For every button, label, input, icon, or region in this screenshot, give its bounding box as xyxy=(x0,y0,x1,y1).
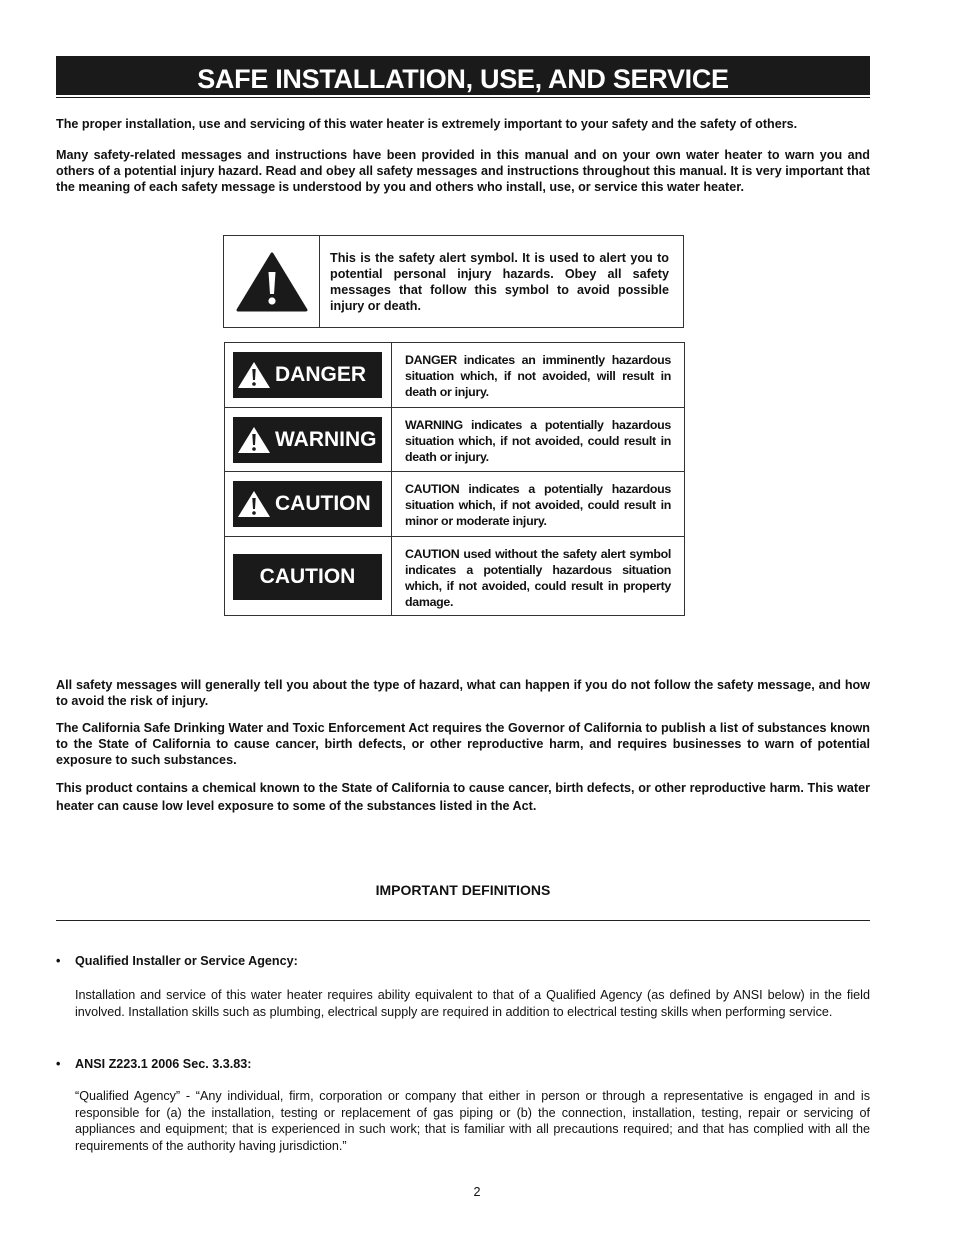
signal-word-label: DANGER xyxy=(275,363,367,386)
title-bar xyxy=(56,56,870,95)
bullet: • xyxy=(56,1057,61,1071)
definition-body-2: “Qualified Agency” - “Any individual, firm, corporation or company that either in person or through a representative is engaged in and is responsible for (a) the installation, testing or replacement of gas piping or (b) the connection, installation, testing, repair or servicing of appliances and equipment; that is experienced in such work; that is familiar with all precautions required; and that has complied with all the requirements of the authority having jurisdiction.” xyxy=(75,1089,870,1153)
definition-term: Qualified Installer or Service Agency: xyxy=(75,954,298,968)
safety-paragraph-3: This product contains a chemical known to the State of California to cause cancer, birth defects, or other reproductive harm. This water heater can cause low level exposure to some of the substances listed in the Act. xyxy=(56,781,870,813)
signal-word-label: WARNING xyxy=(275,428,377,451)
safety-alert-box xyxy=(223,235,684,328)
caution-badge xyxy=(233,481,382,527)
danger-badge xyxy=(233,352,382,398)
alert-icon-cell xyxy=(224,236,320,327)
page-number: 2 xyxy=(473,1185,481,1199)
warning-triangle-icon xyxy=(237,426,271,454)
signal-description: DANGER indicates an imminently hazardous situation which, if not avoided, will result in death or injury. xyxy=(405,353,671,399)
signal-row-caution-plain xyxy=(225,537,684,615)
warning-triangle-icon xyxy=(236,252,308,312)
warning-badge xyxy=(233,417,382,463)
signal-description: CAUTION used without the safety alert symbol indicates a potentially hazardous situation which, if not avoided, could result in property damage. xyxy=(405,547,671,609)
warning-triangle-icon xyxy=(237,490,271,518)
warning-triangle-icon xyxy=(237,361,271,389)
signal-word-table xyxy=(224,342,685,616)
signal-description: CAUTION indicates a potentially hazardous situation which, if not avoided, could result in minor or moderate injury. xyxy=(405,482,671,528)
alert-description: This is the safety alert symbol. It is used to alert you to potential personal injury hazards. Obey all safety messages that follow this symbol to avoid possible injury or death. xyxy=(330,251,669,313)
signal-row-caution xyxy=(225,472,684,537)
page-title: SAFE INSTALLATION, USE, AND SERVICE xyxy=(197,64,729,94)
definition-title-1 xyxy=(56,953,870,969)
signal-description: WARNING indicates a potentially hazardous situation which, if not avoided, could result in death or injury. xyxy=(405,418,671,464)
definitions-heading: IMPORTANT DEFINITIONS xyxy=(375,882,551,898)
safety-paragraph-2: The California Safe Drinking Water and Toxic Enforcement Act requires the Governor of California to publish a list of substances known to the State of California to cause cancer, birth defects, or other reproductive harm, and requires businesses to warn of potential exposure to such substances. xyxy=(56,721,870,767)
intro-paragraph-1: The proper installation, use and servicing of this water heater is extremely important to your safety and the safety of others. xyxy=(56,117,798,131)
safety-paragraph-1: All safety messages will generally tell you about the type of hazard, what can happen if you do not follow the safety message, and how to avoid the risk of injury. xyxy=(56,678,870,708)
bullet: • xyxy=(56,954,61,968)
signal-word-label: CAUTION xyxy=(275,492,371,515)
definition-term: ANSI Z223.1 2006 Sec. 3.3.83: xyxy=(75,1057,252,1071)
caution-plain-badge xyxy=(233,554,382,600)
definition-body-1: Installation and service of this water heater requires ability equivalent to that of a Qualified Agency (as defined by ANSI below) in the field involved. Installation skills such as plumbing, electrical supply are required in addition to electrical testing skills when performing service. xyxy=(75,988,870,1019)
signal-word-label: CAUTION xyxy=(259,565,356,588)
signal-row-danger xyxy=(225,343,684,408)
heading-divider xyxy=(56,920,870,921)
definition-title-2 xyxy=(56,1056,870,1072)
intro-paragraph-2: Many safety-related messages and instructions have been provided in this manual and on your own water heater to warn you and others of a potential injury hazard. Read and obey all safety messages and instructions throughout this manual. It is very important that the meaning of each safety message is understood by you and others who install, use, or service this water heater. xyxy=(56,148,870,194)
signal-row-warning xyxy=(225,408,684,472)
